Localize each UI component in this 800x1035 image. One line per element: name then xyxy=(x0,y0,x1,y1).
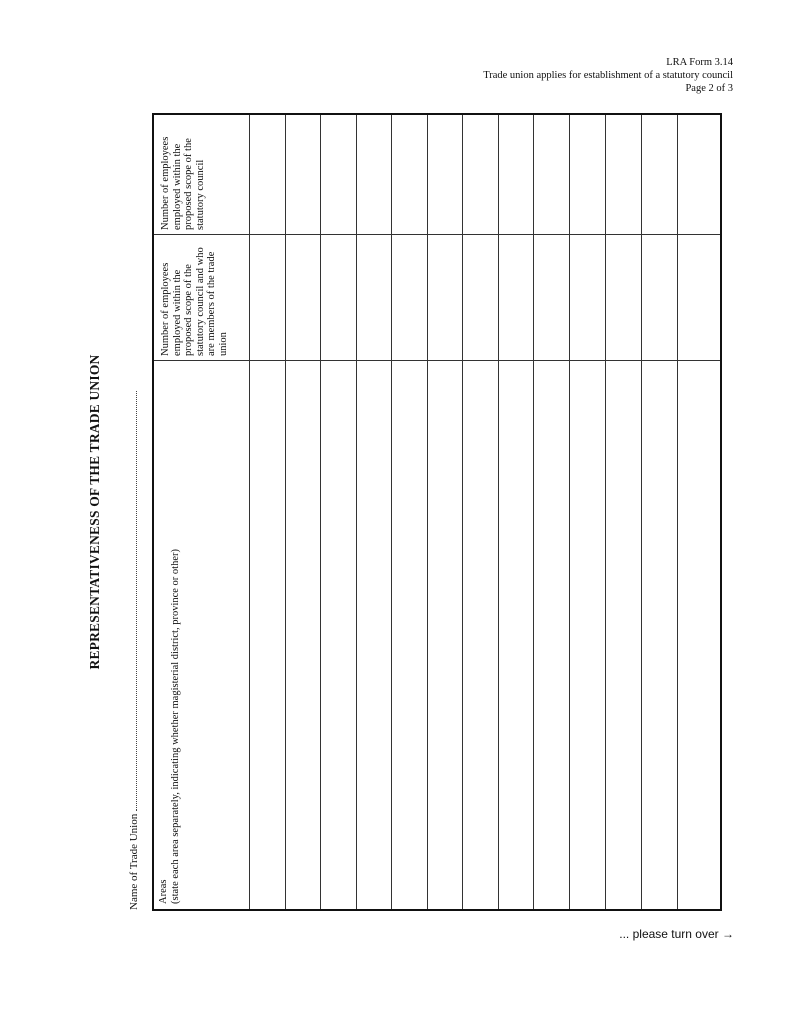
row-divider xyxy=(569,115,570,909)
row-divider xyxy=(498,115,499,909)
form-number: LRA Form 3.14 xyxy=(666,57,733,68)
column-header-areas xyxy=(158,364,181,904)
row-divider xyxy=(533,115,534,909)
page-number: Page 2 of 3 xyxy=(685,83,733,94)
column-header-union-members: Number of employees employed within the proposed scope of the statutory council and who are members of the trade union xyxy=(160,247,229,356)
column-divider xyxy=(154,234,720,235)
union-name-field[interactable] xyxy=(127,391,141,910)
row-divider xyxy=(462,115,463,909)
representativeness-table xyxy=(152,113,722,911)
column-header-areas-subtitle: (state each area separately, indicating whether magisterial district, province or other) xyxy=(169,549,181,904)
row-divider xyxy=(427,115,428,909)
row-divider xyxy=(249,115,250,909)
row-divider xyxy=(391,115,392,909)
union-name-dotted-line[interactable] xyxy=(127,391,137,811)
row-divider xyxy=(356,115,357,909)
please-turn-over: ... please turn over → xyxy=(619,927,734,941)
column-header-total-employees: Number of employees employed within the proposed scope of the statutory council xyxy=(160,136,206,230)
row-divider xyxy=(320,115,321,909)
column-header-areas-title: Areas xyxy=(158,879,169,904)
row-divider xyxy=(605,115,606,909)
union-name-label: Name of Trade Union xyxy=(128,813,140,910)
row-divider xyxy=(641,115,642,909)
row-divider xyxy=(285,115,286,909)
column-divider xyxy=(154,360,720,361)
row-divider xyxy=(677,115,678,909)
form-title: Trade union applies for establishment of a statutory council xyxy=(483,70,733,81)
form-header xyxy=(483,56,733,95)
page-title: REPRESENTATIVENESS OF THE TRADE UNION xyxy=(87,354,102,670)
